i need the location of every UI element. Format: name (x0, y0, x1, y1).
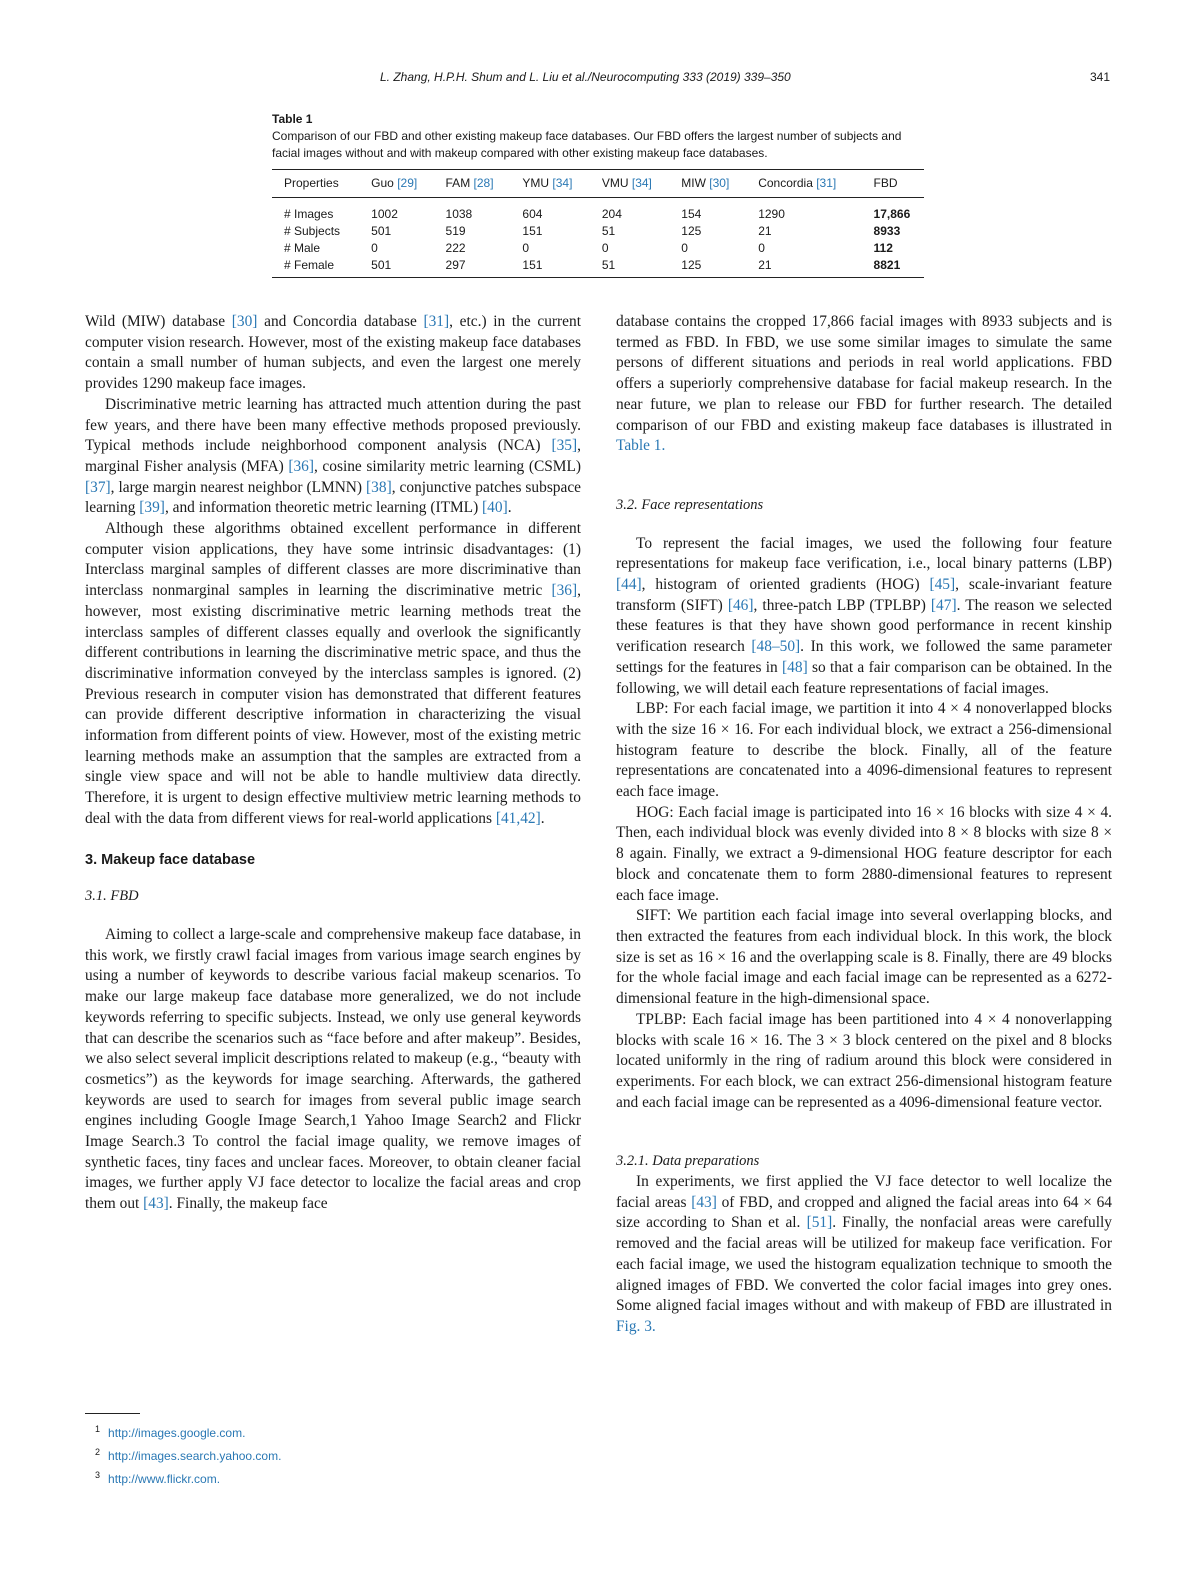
table-cell: 125 (681, 257, 702, 272)
page-number: 341 (1090, 70, 1111, 84)
citation-link[interactable]: [43] (143, 1195, 169, 1213)
paragraph: Wild (MIW) database [30] and Concordia database [31], etc.) in the current computer vision research. However, most of the existing makeup face databases contain a small number of human subjects, and even the largest one merely provides 1290 makeup face images. (85, 313, 581, 393)
table-header-row (272, 170, 924, 198)
table-cell: 1290 (758, 206, 785, 221)
table-label: Table 1 (272, 112, 313, 126)
table-cell: 125 (681, 223, 702, 238)
table-cell-fbd: 17,866 (873, 206, 911, 221)
citation-link[interactable]: [34] (631, 176, 652, 190)
subsubsection-heading: 3.2.1. Data preparations (616, 1153, 760, 1170)
table-row (272, 222, 924, 239)
table-cell: 0 (522, 240, 530, 255)
paragraph: To represent the facial images, we used the following four feature representations for makeup face verification, i.e., local binary patterns (LBP) [44], histogram of oriented gradients (HOG) [45], scale-invariant feature transform (SIFT) [46], three-patch LBP (TPLBP) [47]. The reason we selected these features is that they have shown good performance in recent kinship verification research [48–50]. In this work, we followed the same parameter settings for the features in [48] so that a fair comparison can be obtained. In the following, we will detail each feature representations of facial images. (616, 534, 1113, 697)
paragraph: TPLBP: Each facial image has been partitioned into 4 × 4 nonoverlapping blocks with scale 16 × 16. The 3 × 3 block centered on the pixel and 8 blocks located uniformly in the ring of radium around this block were considered in experiments. For each block, we can extract 256-dimensional histogram feature and each facial image can be represented as a 4096-dimensional feature vector. (616, 1010, 1112, 1111)
table-cell: 21 (758, 223, 772, 238)
footnotes (95, 1420, 281, 1489)
citation-link[interactable]: [36] (288, 457, 314, 475)
table-cell: 21 (758, 257, 772, 272)
citation-link[interactable]: [46] (727, 596, 754, 614)
col-header-ymu: YMU [34] (522, 176, 573, 190)
paragraph: HOG: Each facial image is participated into 16 × 16 blocks with size 4 × 4. Then, each individual block was evenly divided into 8 × 8 blocks with size 8 × 8 again. Finally, we extract a 9-dimensional HOG feature descriptor for each block and concatenate them to form 2880-dimensional features to represent each face image. (616, 803, 1112, 904)
footnote-number: 3 (95, 1470, 101, 1480)
table-caption: Comparison of our FBD and other existing makeup face databases. Our FBD offers the largest number of subjects and facial images without and with makeup compared with other existing makeup face databases. (272, 129, 902, 160)
table-cell: 222 (445, 240, 466, 255)
col-header-miw: MIW [30] (681, 176, 730, 190)
citation-link[interactable]: [29] (397, 176, 418, 190)
footnote-rule (85, 1413, 140, 1414)
table-cell: 0 (681, 240, 688, 255)
footnote-link[interactable]: http://www.flickr.com. (108, 1472, 221, 1486)
footnote-link[interactable]: http://images.search.yahoo.com. (108, 1449, 282, 1463)
citation-link[interactable]: [30] (231, 313, 258, 330)
citation-link[interactable]: [34] (552, 176, 573, 190)
citation-link[interactable]: [47] (930, 596, 957, 614)
table-cell: 0 (601, 240, 609, 255)
table-cell: 501 (371, 223, 392, 238)
footnote-number: 1 (95, 1424, 101, 1434)
paragraph: Discriminative metric learning has attracted much attention during the past few years, and there have been many effective methods proposed previously. Typical methods include neighborhood component analysis (NCA) [35], marginal Fisher analysis (MFA) [36], cosine similarity metric learning (CSML) [37], large margin nearest neighbor (LMNN) [38], conjunctive patches subspace learning [39], and information theoretic metric learning (ITML) [40]. (85, 395, 582, 517)
table-cell: 501 (371, 257, 392, 272)
citation-link[interactable]: [40] (482, 499, 508, 517)
journal-citation: L. Zhang, H.P.H. Shum and L. Liu et al./Neurocomputing 333 (2019) 339–350 (380, 70, 791, 84)
table-cell: 519 (445, 223, 466, 238)
table-cell: # Subjects (284, 223, 341, 238)
citation-link[interactable]: [48–50] (751, 638, 801, 656)
col-header-guo: Guo [29] (371, 176, 418, 190)
footnote-item (95, 1420, 281, 1443)
citation-link[interactable]: [43] (691, 1193, 717, 1211)
paragraph: Aiming to collect a large-scale and comprehensive makeup face database, in this work, we firstly crawl facial images from various image search engines by using a number of keywords to describe various facial makeup scenarios. To make our large makeup face database more generalized, we do not include keywords referring to specific subjects. Instead, we only use general keywords that can describe the scenarios such as “face before and after makeup”. Besides, we also select several implicit descriptions related to makeup (e.g., “beauty with cosmetics”) as the keywords for image searching. Afterwards, the gathered keywords are used to search for images from several public image search engines including Google Image Search,1 Yahoo Image Search2 and Flickr Image Search.3 To control the facial image quality, we remove images of synthetic faces, tiny faces and unclear faces. Moreover, to obtain cleaner facial images, we further apply VJ face detector to localize the facial areas and crop them out [43]. Finally, the makeup face (85, 925, 581, 1213)
cross-ref-link[interactable]: Table 1. (616, 437, 666, 455)
footnote-link[interactable]: http://images.google.com. (108, 1426, 246, 1440)
cross-ref-link[interactable]: Fig. 3. (616, 1317, 656, 1335)
col-header-vmu: VMU [34] (601, 176, 652, 190)
table-cell: 1002 (371, 206, 398, 221)
citation-link[interactable]: [51] (806, 1214, 833, 1232)
paragraph: SIFT: We partition each facial image into several overlapping blocks, and then extracted the features from each individual block. In this work, the block size is set as 16 × 16 and the overlapping scale is 8. Finally, there are 49 blocks for the whole facial image and each facial image can be represented as a 6272-dimensional feature in the high-dimensional space. (616, 907, 1112, 1008)
table-1 (272, 112, 924, 278)
table-cell: 1038 (445, 206, 473, 221)
citation-link[interactable]: [41,42] (495, 809, 541, 827)
spacer (616, 1113, 1112, 1135)
col-header-concordia: Concordia [31] (758, 176, 837, 190)
section-heading: 3. Makeup face database (85, 851, 256, 868)
subsection-heading: 3.1. FBD (85, 888, 139, 905)
right-column (616, 312, 1112, 1338)
citation-link[interactable]: [38] (366, 478, 392, 496)
col-header-properties: Properties (284, 176, 339, 190)
footnote-item (95, 1443, 281, 1466)
citation-link[interactable]: [30] (709, 176, 730, 190)
paragraph: LBP: For each facial image, we partition it into 4 × 4 nonoverlapped blocks with the size 16 × 16. For each individual block, we extract a 256-dimensional histogram feature to describe the block. Finally, all of the feature representations are concatenated into a 4096-dimensional features to represent each face image. (616, 700, 1112, 801)
table-cell: 604 (522, 206, 543, 221)
table-cell-fbd: 112 (873, 240, 893, 255)
citation-link[interactable]: [35] (551, 437, 578, 455)
table-cell: # Male (284, 240, 321, 255)
paragraph: database contains the cropped 17,866 facial images with 8933 subjects and is termed as FBD. In FBD, we use some similar images to simulate the same persons of different situations and periods in real world applications. FBD offers a superiorly comprehensive database for facial makeup research. In the near future, we plan to release our FBD for further research. The detailed comparison of our FBD and existing makeup face databases is illustrated in Table 1. (616, 313, 1112, 455)
table-cell: # Images (284, 206, 334, 221)
table-cell: # Female (284, 257, 335, 272)
table-cell: 51 (601, 223, 616, 238)
comparison-table (272, 169, 924, 278)
table-cell: 0 (758, 240, 765, 255)
spacer (616, 516, 1112, 534)
citation-link[interactable]: [45] (929, 576, 956, 594)
table-cell: 151 (522, 223, 543, 238)
spacer (85, 907, 581, 925)
table-cell: 154 (681, 206, 702, 221)
table-row (272, 198, 924, 223)
citation-link[interactable]: [39] (139, 499, 165, 517)
citation-link[interactable]: [44] (616, 576, 642, 594)
table-cell: 0 (371, 240, 378, 255)
table-row (272, 239, 924, 256)
footnote-number: 2 (95, 1447, 101, 1457)
spacer (616, 457, 1112, 479)
table-cell: 51 (601, 257, 616, 272)
col-header-fam: FAM [28] (445, 176, 494, 190)
subsection-heading: 3.2. Face representations (616, 496, 764, 513)
citation-link[interactable]: [37] (85, 478, 111, 496)
paragraph: In experiments, we first applied the VJ face detector to well localize the facial areas [43] of FBD, and cropped and aligned the facial areas into 64 × 64 size according to Shan et al. [51]. Finally, the nonfacial areas were carefully removed and the facial areas will be utilized for makeup face verification. For each facial image, we used the histogram equalization technique to smooth the aligned images of FBD. We converted the color facial images into grey ones. Some aligned facial images without and with makeup of FBD are illustrated in Fig. 3. (616, 1173, 1112, 1335)
table-cell: 204 (601, 206, 622, 221)
footnote-item (95, 1466, 281, 1489)
table-cell: 151 (522, 257, 543, 272)
table-cell: 297 (445, 257, 466, 272)
citation-link[interactable]: [28] (473, 176, 494, 190)
col-header-fbd: FBD (873, 176, 898, 190)
table-cell-fbd: 8821 (873, 257, 901, 272)
paragraph: Although these algorithms obtained excellent performance in different computer vision applications, they have some intrinsic disadvantages: (1) Interclass marginal samples of different classes are more discriminative than interclass nonmarginal samples in learning the discriminative metric [36], however, most existing discriminative metric learning methods treat the interclass samples of different classes equally and overlook the significantly different contributions in learning the discriminative metric space, and thus the discriminative information conveyed by the interclass samples is ignored. (2) Previous research in computer vision has demonstrated that different features can provide different descriptive information in characterizing the visual information from different points of view. However, most of the existing metric learning methods make an assumption that the samples are extracted from a single view space and will not be able to handle multiview data directly. Therefore, it is urgent to design effective multiview metric learning methods to deal with the data from different views for real-world applications [41,42]. (85, 520, 581, 827)
table-cell-fbd: 8933 (873, 223, 901, 238)
table-row (272, 256, 924, 278)
citation-link[interactable]: [48] (782, 658, 808, 676)
citation-link[interactable]: [36] (551, 582, 578, 600)
left-column (85, 312, 581, 1215)
citation-link[interactable]: [31] (816, 176, 837, 190)
citation-link[interactable]: [31] (423, 313, 450, 330)
